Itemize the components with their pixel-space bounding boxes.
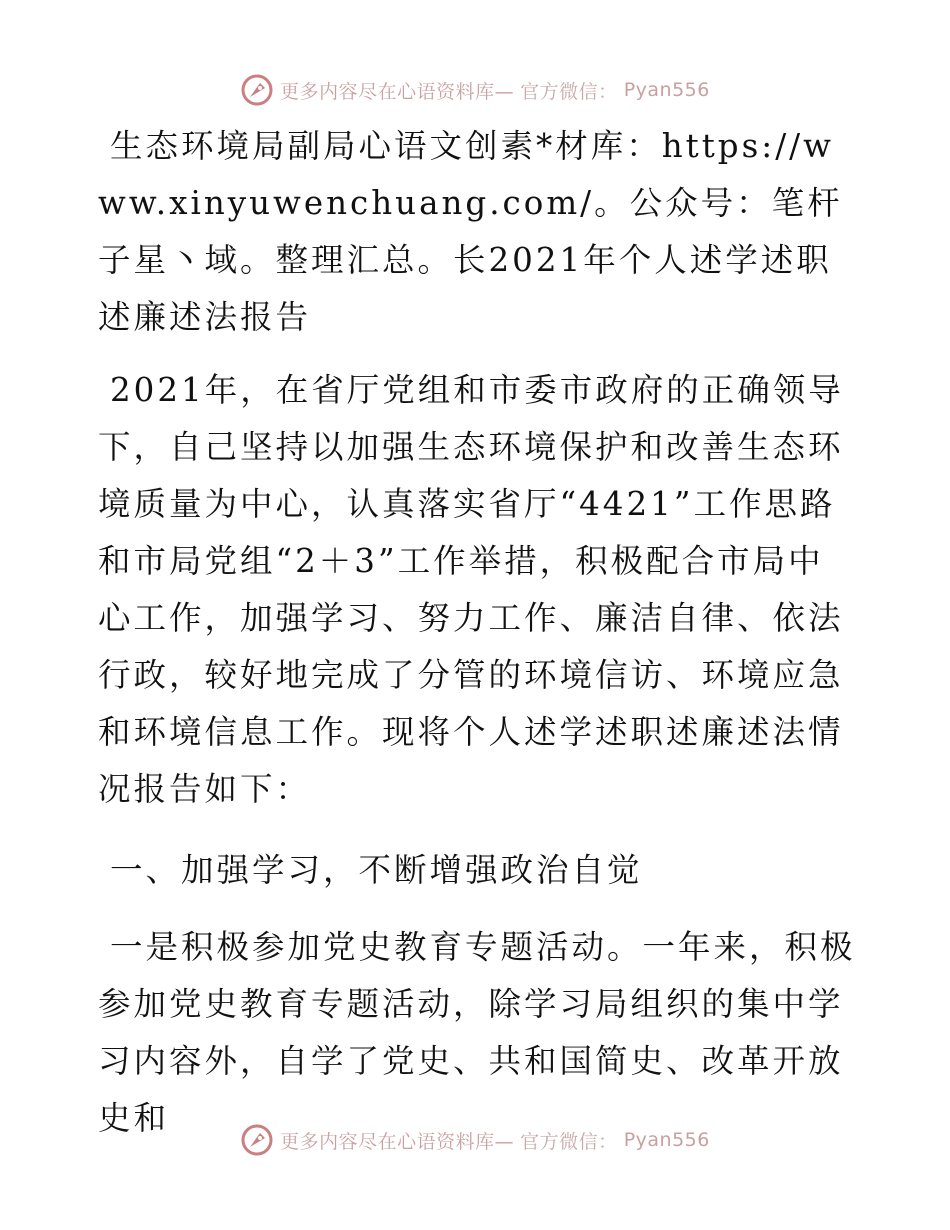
body-paragraph: 一是积极参加党史教育专题活动。一年来，积极参加党史教育专题活动，除学习局组织的集中学习内容外，自学了党史、共和国简史、改革开放史和	[98, 928, 856, 1137]
watermark-wechat-label: 官方微信：	[520, 1130, 618, 1153]
watermark-handle: Pyan556	[623, 79, 710, 101]
watermark-wechat-label: 官方微信：	[520, 80, 618, 103]
watermark-text: 更多内容尽在心语资料库—	[280, 1130, 515, 1153]
title-paragraph: 生态环境局副局心语文创素*材库：https://www.xinyuwenchuang.com/。公众号：笔杆子星丶域。整理汇总。长2021年个人述学述职述廉述法报告	[98, 127, 843, 336]
pen-nib-logo-icon	[240, 73, 274, 107]
section-heading: 一、加强学习，不断增强政治自觉	[110, 851, 643, 889]
watermark-banner-bottom	[0, 1120, 950, 1160]
watermark-handle: Pyan556	[623, 1129, 710, 1151]
pen-nib-logo-icon	[240, 1123, 274, 1157]
watermark-text: 更多内容尽在心语资料库—	[280, 80, 515, 103]
document-body	[98, 118, 858, 1147]
watermark-banner-top	[0, 70, 950, 110]
intro-paragraph: 2021年，在省厅党组和市委市政府的正确领导下，自己坚持以加强生态环境保护和改善生态环境质量为中心，认真落实省厅“4421”工作思路和市局党组“2＋3”工作举措，积极配合市局中心工作，加强学习、努力工作、廉洁自律、依法行政，较好地完成了分管的环境信访、环境应急和环境信息工作。现将个人述学述职述廉述法情况报告如下：	[98, 371, 844, 808]
